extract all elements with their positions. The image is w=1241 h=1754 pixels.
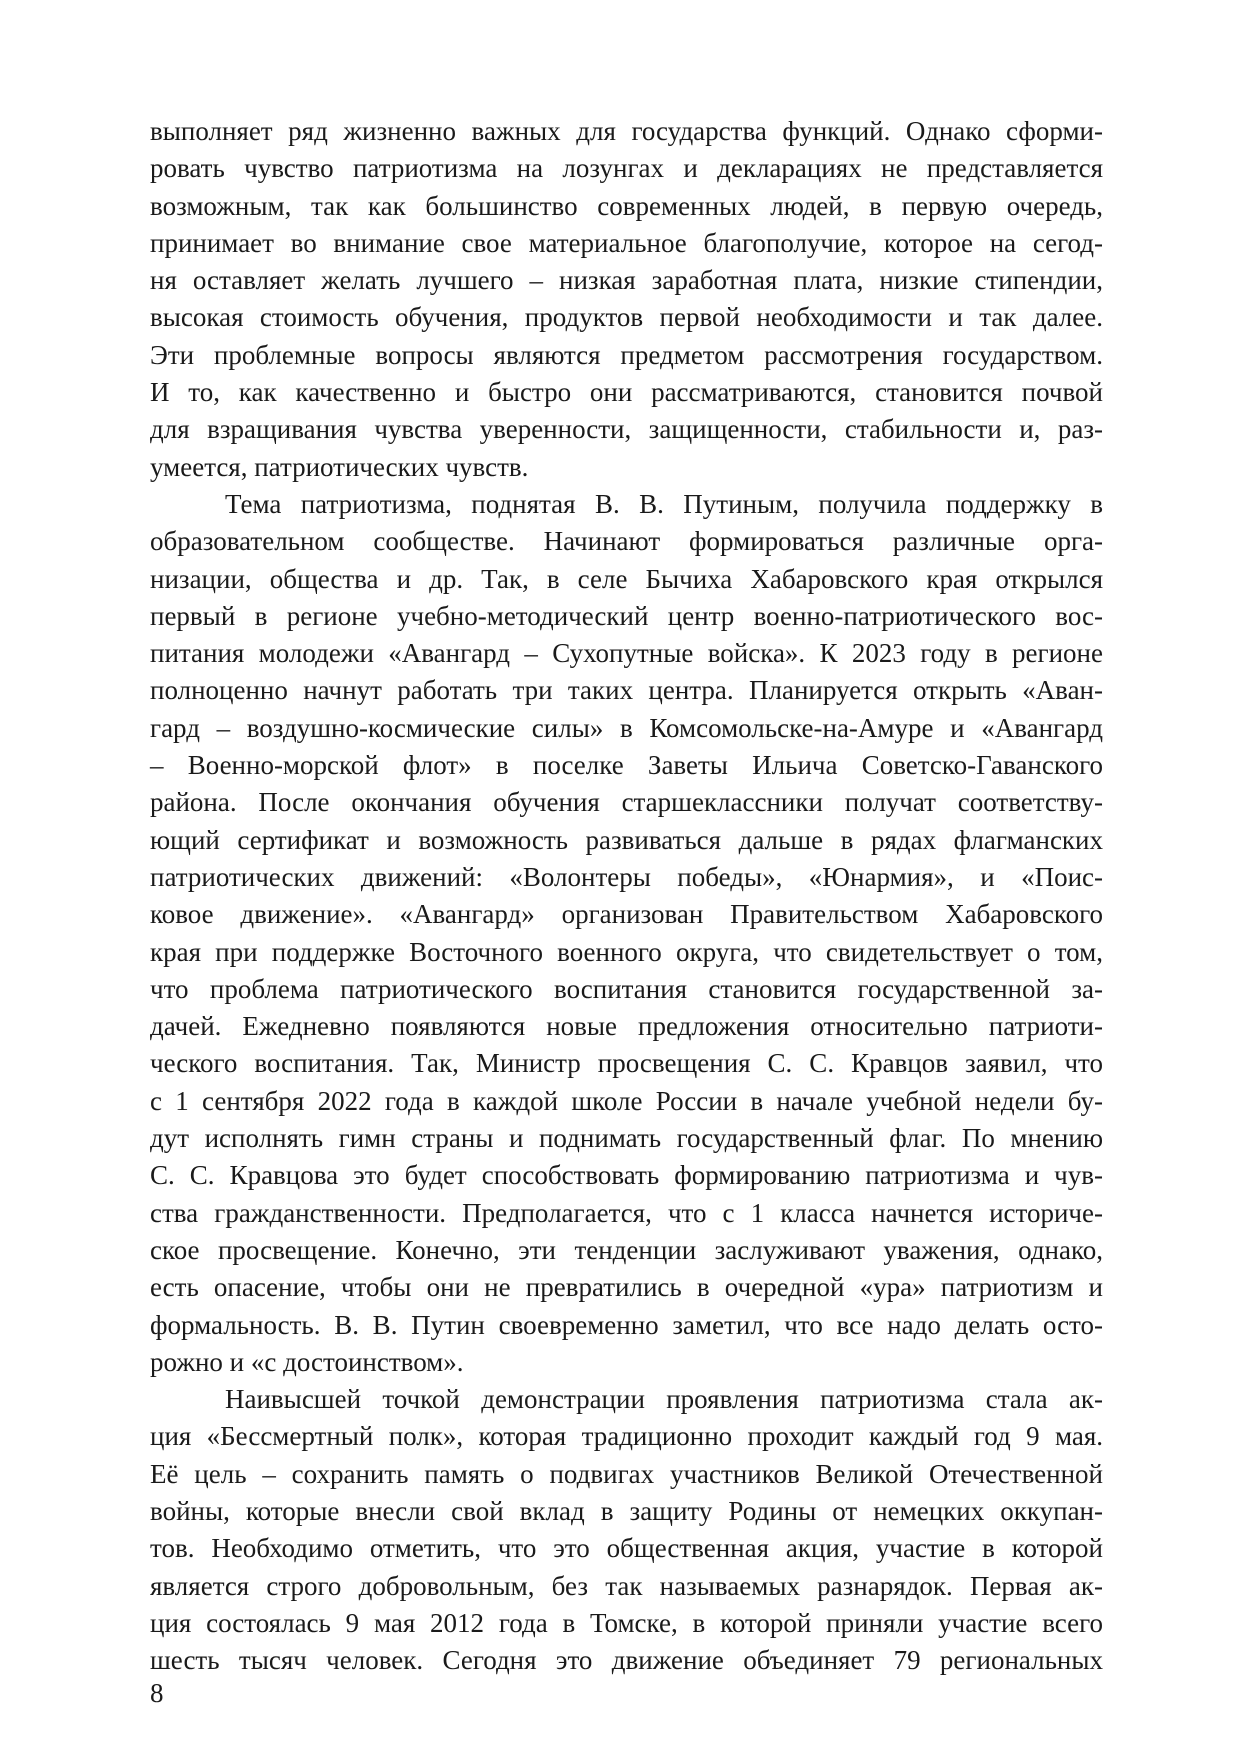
text-line: является строго добровольным, без так называемых разнарядок. Первая ак- <box>150 1570 1103 1601</box>
text-line: края при поддержке Восточного военного округа, что свидетельствует о том, <box>150 936 1103 967</box>
text-line: первый в регионе учебно-методический центр военно-патриотического вос- <box>150 600 1103 631</box>
text-line: полноценно начнут работать три таких центра. Планируется открыть «Аван- <box>150 675 1103 706</box>
text-line: ковое движение». «Авангард» организован Правительством Хабаровского <box>150 899 1103 930</box>
text-line: ское просвещение. Конечно, эти тенденции заслуживают уважения, однако, <box>150 1234 1103 1265</box>
text-line: образовательном сообществе. Начинают формироваться различные орга- <box>150 526 1103 557</box>
text-line: дут исполнять гимн страны и поднимать государственный флаг. По мнению <box>150 1123 1103 1154</box>
text-line: ня оставляет желать лучшего – низкая заработная плата, низкие стипендии, <box>150 265 1103 296</box>
paragraph <box>150 1381 1103 1679</box>
text-line: ющий сертификат и возможность развиваться дальше в рядах флагманских <box>150 824 1103 855</box>
text-line: низации, общества и др. Так, в селе Бычиха Хабаровского края открылся <box>150 563 1103 594</box>
body-text <box>150 113 1103 1679</box>
page-number: 8 <box>150 1678 164 1708</box>
text-line: принимает во внимание свое материальное благополучие, которое на сегод- <box>150 227 1103 258</box>
paragraph <box>150 113 1103 486</box>
text-line: И то, как качественно и быстро они рассматриваются, становится почвой <box>150 377 1103 408</box>
text-line: района. После окончания обучения старшеклассники получат соответству- <box>150 787 1103 818</box>
text-line: ческого воспитания. Так, Министр просвещения С. С. Кравцов заявил, что <box>150 1048 1103 1079</box>
text-line: что проблема патриотического воспитания становится государственной за- <box>150 973 1103 1004</box>
text-line: Эти проблемные вопросы являются предметом рассмотрения государством. <box>150 339 1103 370</box>
text-line: ция «Бессмертный полк», которая традиционно проходит каждый год 9 мая. <box>150 1421 1103 1452</box>
text-line: войны, которые внесли свой вклад в защиту Родины от немецких оккупан- <box>150 1495 1103 1526</box>
text-line: формальность. В. В. Путин своевременно заметил, что все надо делать осто- <box>150 1309 1103 1340</box>
text-line: патриотических движений: «Волонтеры победы», «Юнармия», и «Поис- <box>150 861 1103 892</box>
text-line: с 1 сентября 2022 года в каждой школе России в начале учебной недели бу- <box>150 1085 1103 1116</box>
text-line: дачей. Ежедневно появляются новые предложения относительно патриоти- <box>150 1011 1103 1042</box>
text-line: для взращивания чувства уверенности, защищенности, стабильности и, раз- <box>150 414 1103 445</box>
text-line: С. С. Кравцова это будет способствовать формированию патриотизма и чув- <box>150 1160 1103 1191</box>
text-line: – Военно-морской флот» в поселке Заветы Ильича Советско-Гаванского <box>150 750 1103 781</box>
text-line: гард – воздушно-космические силы» в Комсомольске-на-Амуре и «Авангард <box>150 712 1103 743</box>
paragraph <box>150 486 1103 1381</box>
text-line: ства гражданственности. Предполагается, что с 1 класса начнется историче- <box>150 1197 1103 1228</box>
text-line: высокая стоимость обучения, продуктов первой необходимости и так далее. <box>150 302 1103 333</box>
text-line: выполняет ряд жизненно важных для государства функций. Однако сформи- <box>150 116 1103 146</box>
text-line: рожно и «с достоинством». <box>150 1346 464 1377</box>
text-line: ция состоялась 9 мая 2012 года в Томске, в которой приняли участие всего <box>150 1607 1103 1638</box>
text-line: Наивысшей точкой демонстрации проявления патриотизма стала ак- <box>225 1384 1103 1415</box>
text-line: ровать чувство патриотизма на лозунгах и декларациях не представляется <box>150 153 1103 184</box>
text-line: шесть тысяч человек. Сегодня это движение объединяет 79 региональных <box>150 1645 1103 1676</box>
text-line: есть опасение, чтобы они не превратились в очередной «ура» патриотизм и <box>150 1272 1103 1303</box>
text-line: Тема патриотизма, поднятая В. В. Путиным, получила поддержку в <box>225 488 1103 519</box>
text-line: Её цель – сохранить память о подвигах участников Великой Отечественной <box>150 1458 1103 1489</box>
text-line: возможным, так как большинство современных людей, в первую очередь, <box>150 190 1103 221</box>
text-line: тов. Необходимо отметить, что это общественная акция, участие в которой <box>150 1533 1103 1564</box>
text-line: умеется, патриотических чувств. <box>150 451 529 482</box>
text-line: питания молодежи «Авангард – Сухопутные войска». К 2023 году в регионе <box>150 638 1103 669</box>
